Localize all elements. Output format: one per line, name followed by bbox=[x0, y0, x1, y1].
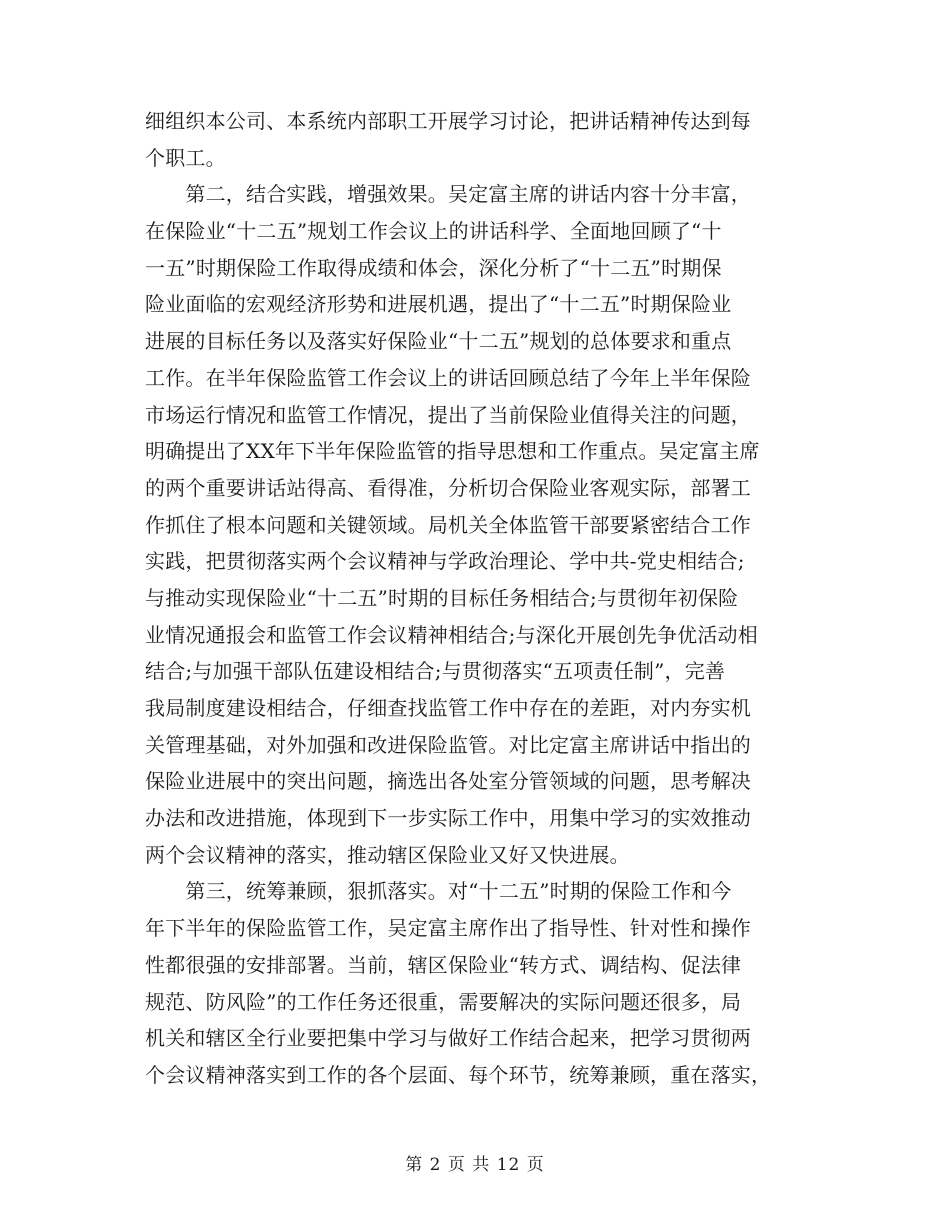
text-line: 办法和改进措施，体现到下一步实际工作中，用集中学习的实效推动 bbox=[145, 806, 751, 831]
text-line: 个职工。 bbox=[145, 145, 226, 170]
text-line: 工作。在半年保险监管工作会议上的讲话回顾总结了今年上半年保险 bbox=[145, 365, 751, 390]
text-line: 两个会议精神的落实，推动辖区保险业又好又快进展。 bbox=[145, 842, 630, 867]
text-line: 性都很强的安排部署。当前，辖区保险业“转方式、调结构、促法律 bbox=[145, 952, 742, 977]
text-line: 险业面临的宏观经济形势和进展机遇，提出了“十二五”时期保险业 bbox=[145, 292, 732, 317]
text-line: 作抓住了根本问题和关键领域。局机关全体监管干部要紧密结合工作 bbox=[145, 512, 751, 537]
text-line: 第二，结合实践，增强效果。吴定富主席的讲话内容十分丰富， bbox=[145, 182, 751, 207]
body-text bbox=[145, 103, 807, 1094]
text-line: 年下半年的保险监管工作，吴定富主席作出了指导性、针对性和操作 bbox=[145, 916, 751, 941]
text-line: 细组织本公司、本系统内部职工开展学习讨论，把讲话精神传达到每 bbox=[145, 109, 751, 133]
text-line: 实践，把贯彻落实两个会议精神与学政治理论、学中共-党史相结合; bbox=[145, 549, 745, 574]
text-line: 与推动实现保险业“十二五”时期的目标任务相结合;与贯彻年初保险 bbox=[145, 585, 739, 610]
text-line: 结合;与加强干部队伍建设相结合;与贯彻落实“五项责任制”，完善 bbox=[145, 659, 726, 684]
text-line: 机关和辖区全行业要把集中学习与做好工作结合起来，把学习贯彻两 bbox=[145, 1026, 751, 1051]
text-line: 一五”时期保险工作取得成绩和体会，深化分析了“十二五”时期保 bbox=[145, 255, 722, 280]
text-line: 业情况通报会和监管工作会议精神相结合;与深化开展创先争优活动相 bbox=[145, 622, 758, 647]
page-number: 第 2 页 共 12 页 bbox=[405, 1155, 545, 1175]
text-line: 规范、防风险”的工作任务还很重，需要解决的实际问题还很多，局 bbox=[145, 989, 742, 1014]
text-line: 第三，统筹兼顾，狠抓落实。对“十二五”时期的保险工作和今 bbox=[145, 879, 732, 904]
text-line: 明确提出了XX年下半年保险监管的指导思想和工作重点。吴定富主席 bbox=[145, 439, 760, 464]
text-line: 的两个重要讲话站得高、看得准，分析切合保险业客观实际，部署工 bbox=[145, 475, 751, 500]
text-line: 在保险业“十二五”规划工作会议上的讲话科学、全面地回顾了“十 bbox=[145, 219, 722, 244]
text-line: 进展的目标任务以及落实好保险业“十二五”规划的总体要求和重点 bbox=[145, 329, 732, 354]
text-line: 市场运行情况和监管工作情况，提出了当前保险业值得关注的问题， bbox=[145, 402, 751, 427]
text-line: 我局制度建设相结合，仔细查找监管工作中存在的差距，对内夯实机 bbox=[145, 696, 751, 720]
text-line: 关管理基础，对外加强和改进保险监管。对比定富主席讲话中指出的 bbox=[145, 732, 751, 757]
text-line: 个会议精神落实到工作的各个层面、每个环节，统筹兼顾，重在落实， bbox=[145, 1062, 772, 1087]
text-line: 保险业进展中的突出问题，摘选出各处室分管领域的问题，思考解决 bbox=[145, 769, 751, 794]
